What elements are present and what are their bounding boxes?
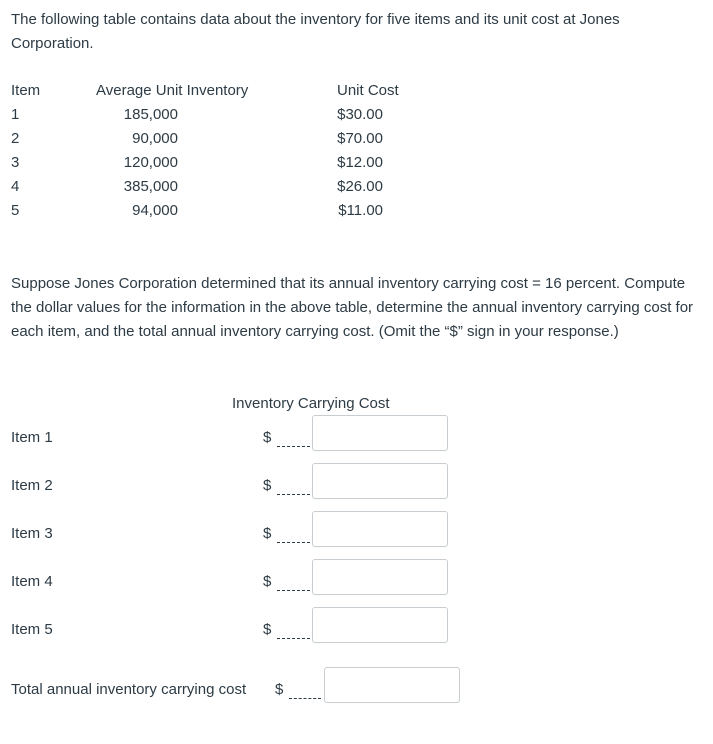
cell-avg: 90,000 — [132, 130, 178, 147]
header-item: Item — [11, 82, 41, 99]
item-4-input[interactable] — [312, 559, 448, 595]
dollar-sign: $ — [263, 621, 272, 638]
header-avg-unit-inventory: Average Unit Inventory — [96, 82, 249, 99]
cell-item: 1 — [11, 106, 20, 123]
blank-underline — [289, 698, 321, 699]
cell-cost: $30.00 — [337, 106, 383, 123]
cell-avg: 185,000 — [123, 106, 178, 123]
row-label: Item 2 — [11, 477, 53, 494]
blank-underline — [277, 542, 310, 543]
question-text: Suppose Jones Corporation determined that its annual inventory carrying cost = 16 percent. Compute the dollar values for the information in the above table, determine the annual inventory carrying cost for each item, and the total annual inventory carrying cost. (Omit the “$” sign in your response.) — [11, 275, 694, 340]
total-label: Total annual inventory carrying cost — [11, 681, 247, 698]
dollar-sign: $ — [263, 525, 272, 542]
cell-cost: $11.00 — [338, 202, 383, 219]
blank-underline — [277, 590, 310, 591]
row-label: Item 5 — [11, 621, 53, 638]
cell-item: 2 — [11, 130, 20, 147]
carrying-cost-header: Inventory Carrying Cost — [232, 395, 390, 412]
cell-cost: $26.00 — [337, 178, 383, 195]
cell-item: 4 — [11, 178, 20, 195]
row-label: Item 4 — [11, 573, 53, 590]
dollar-sign: $ — [263, 477, 272, 494]
row-label: Item 3 — [11, 525, 53, 542]
item-3-input[interactable] — [312, 511, 448, 547]
dollar-sign: $ — [263, 573, 272, 590]
cell-avg: 94,000 — [132, 202, 178, 219]
cell-cost: $70.00 — [337, 130, 383, 147]
blank-underline — [277, 494, 310, 495]
cell-avg: 120,000 — [123, 154, 178, 171]
total-input[interactable] — [324, 667, 460, 703]
item-2-input[interactable] — [312, 463, 448, 499]
dollar-sign: $ — [275, 681, 284, 698]
blank-underline — [277, 446, 310, 447]
item-1-input[interactable] — [312, 415, 448, 451]
header-unit-cost: Unit Cost — [337, 82, 399, 99]
blank-underline — [277, 638, 310, 639]
dollar-sign: $ — [263, 429, 272, 446]
cell-avg: 385,000 — [123, 178, 178, 195]
cell-cost: $12.00 — [337, 154, 383, 171]
intro-text: The following table contains data about the inventory for five items and its unit cost at Jones Corporation. — [11, 11, 620, 52]
cell-item: 5 — [11, 202, 20, 219]
row-label: Item 1 — [11, 429, 53, 446]
cell-item: 3 — [11, 154, 20, 171]
item-5-input[interactable] — [312, 607, 448, 643]
